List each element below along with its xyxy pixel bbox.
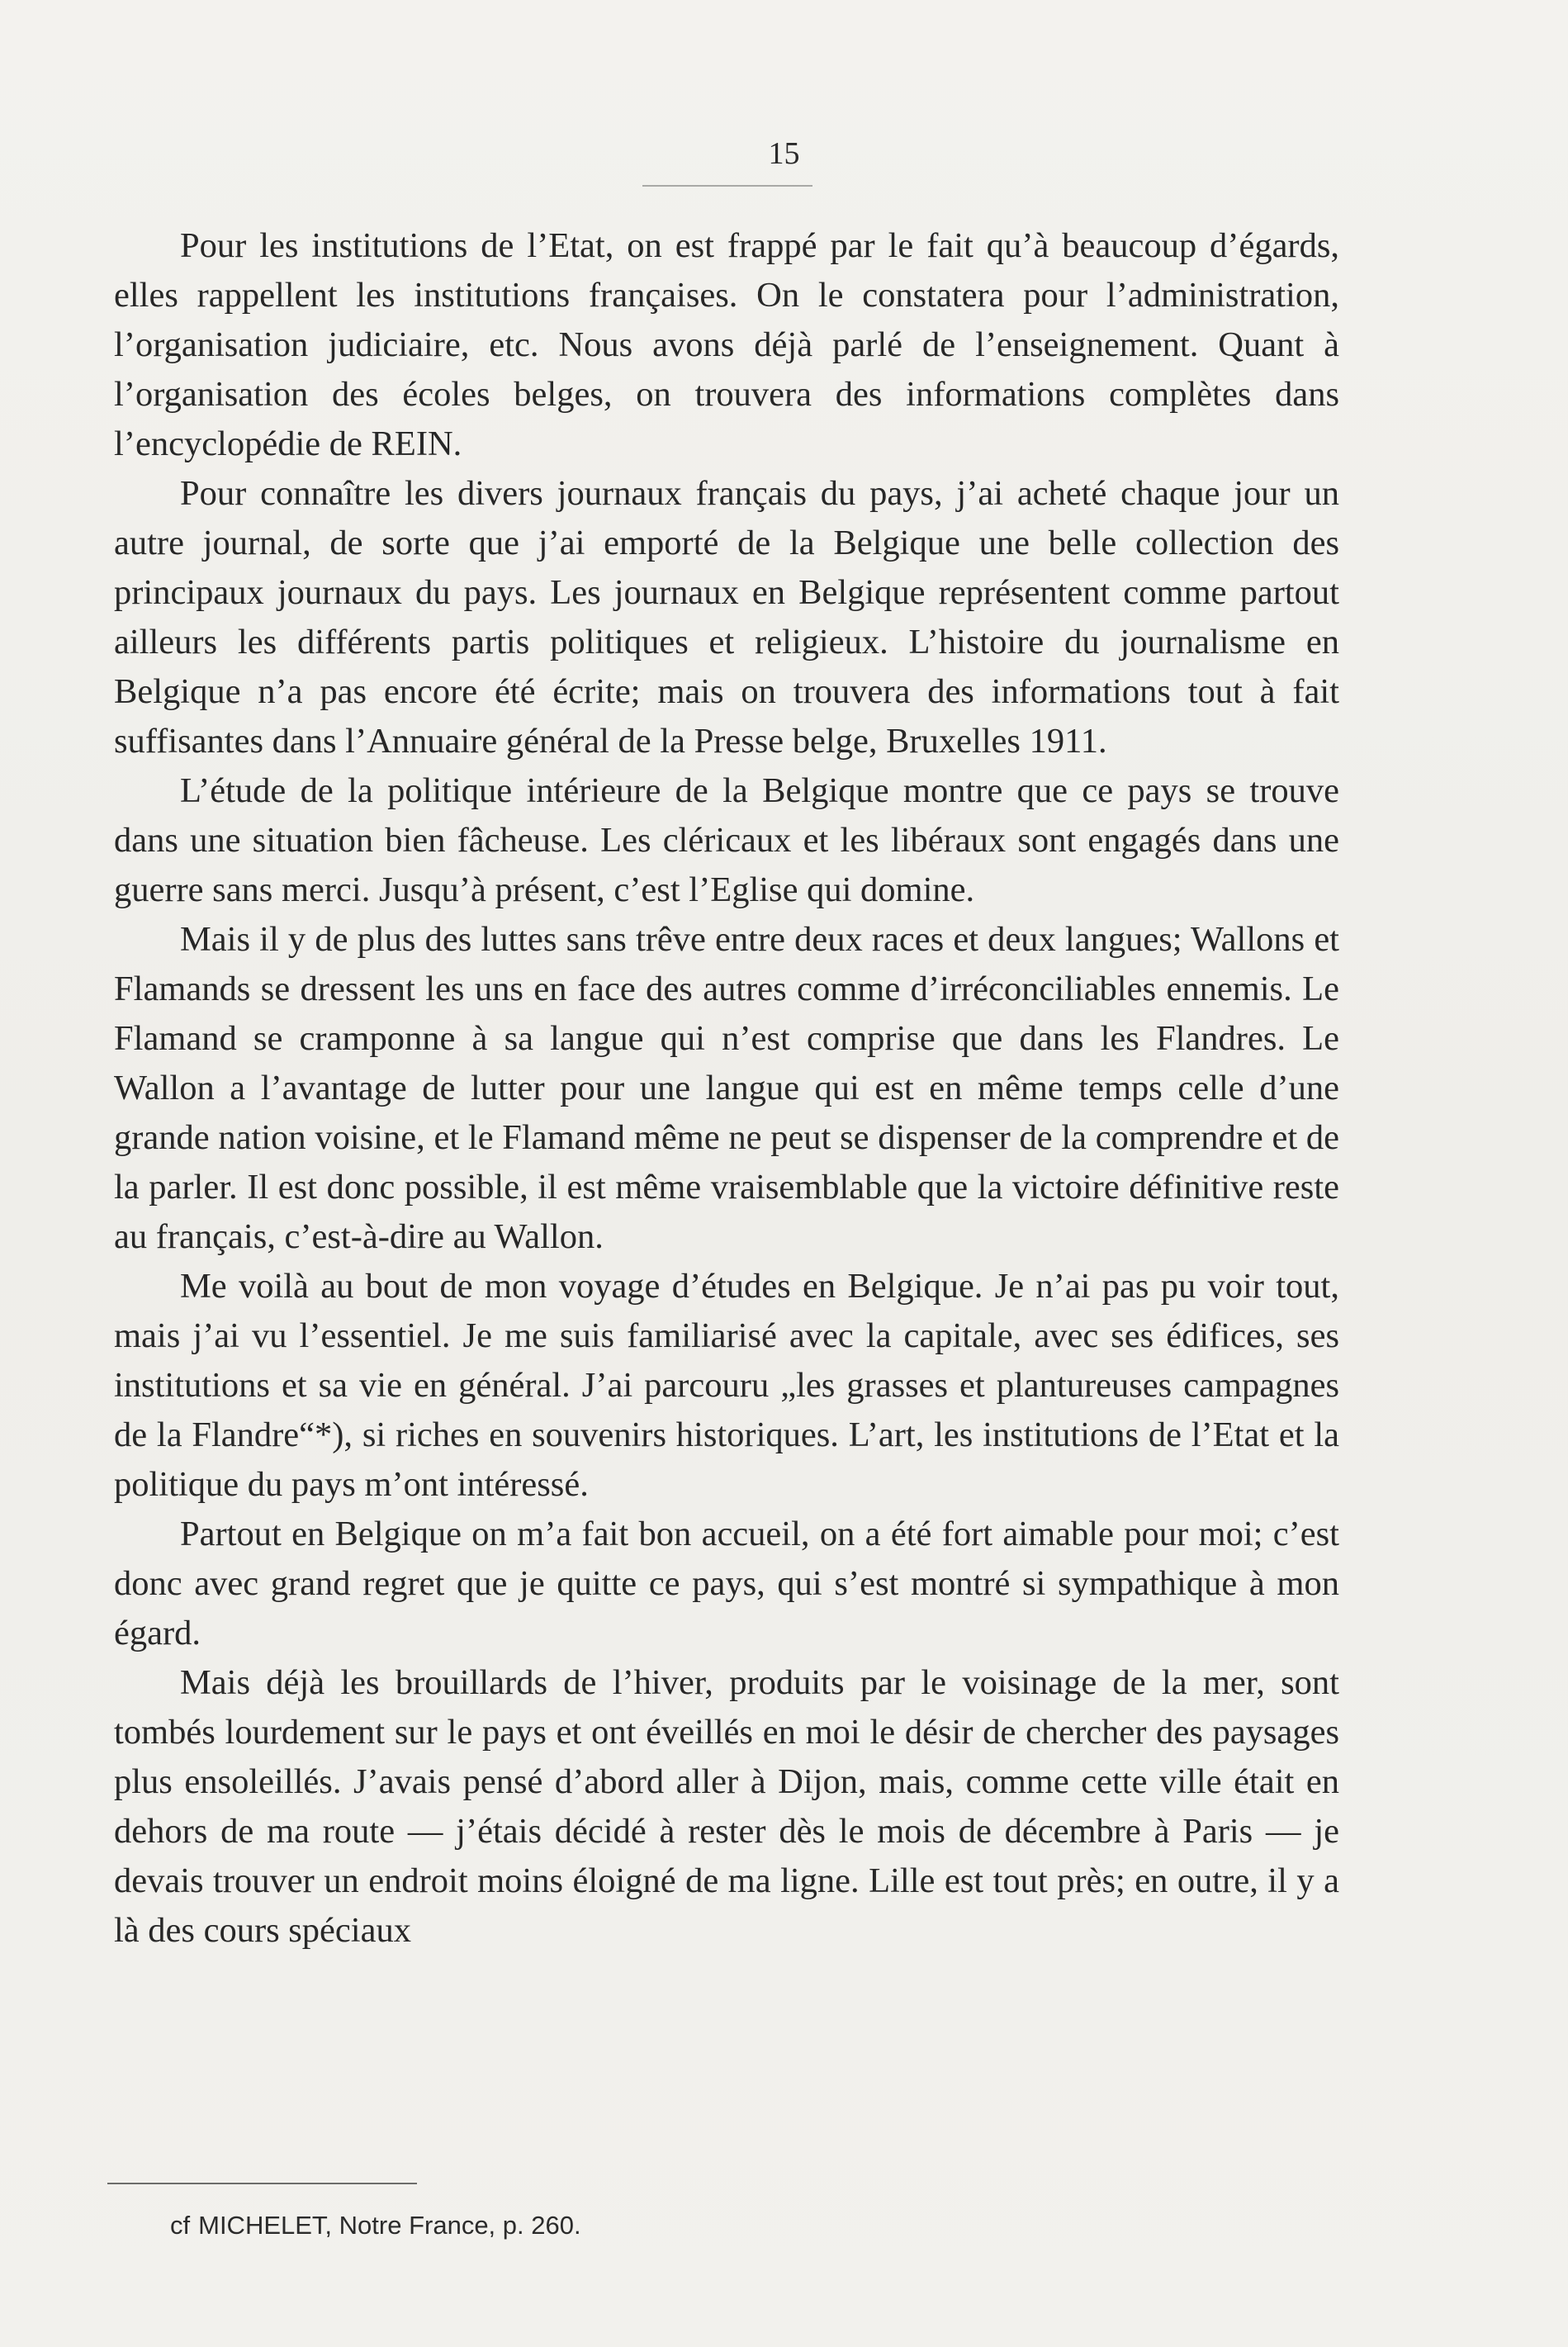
paragraph-politique: L’étude de la politique intérieure de la Belgique montre que ce pays se trouve dans une situation bien fâcheuse. Les cléricaux et les libéraux sont engagés dans une guerre sans merci. Jusqu’à présent, c’est l’Eglise qui domine. [114, 771, 1339, 909]
page-number: 15 [768, 136, 800, 171]
paragraph-hiver: Mais déjà les brouillards de l’hiver, produits par le voisinage de la mer, sont tombés lourdement sur le pays et ont éveillés en moi le désir de chercher des paysages plus ensoleillés. J’avais pensé d’abord aller à Dijon, mais, comme cette ville était en dehors de ma route — j’étais décidé à rester dès le mois de décembre à Paris — je devais trouver un endroit moins éloigné de ma ligne. Lille est tout près; en outre, il y a là des cours spéciaux [114, 1663, 1339, 1950]
paragraph-accueil: Partout en Belgique on m’a fait bon accueil, on a été fort aimable pour moi; c’est donc avec grand regret que je quitte ce pays, qui s’est montré si sympathique à mon égard. [114, 1515, 1339, 1652]
body-text [114, 221, 1339, 1956]
paragraph-langues: Mais il y de plus des luttes sans trêve entre deux races et deux langues; Wallons et Flamands se dressent les uns en face des autres comme d’irréconciliables ennemis. Le Flamand se cramponne à sa langue qui n’est comprise que dans les Flandres. Le Wallon a l’avantage de lutter pour une langue qui est en même temps celle d’une grande nation voisine, et le Flamand même ne peut se dispenser de la comprendre et de la parler. Il est donc possible, il est même vraisemblable que la victoire définitive reste au français, c’est-à-dire au Wallon. [114, 920, 1339, 1256]
paragraph-voyage: Me voilà au bout de mon voyage d’études en Belgique. Je n’ai pas pu voir tout, mais j’ai vu l’essentiel. Je me suis familiarisé avec la capitale, avec ses édifices, ses institutions et sa vie en général. J’ai parcouru „les grasses et plantureuses campagnes de la Flandre“*), si riches en souvenirs historiques. L’art, les institutions de l’Etat et la politique du pays m’ont intéressé. [114, 1267, 1339, 1504]
footnote-rule [107, 2183, 417, 2184]
paragraph-journaux: Pour connaître les divers journaux français du pays, j’ai acheté chaque jour un autre journal, de sorte que j’ai emporté de la Belgique une belle collection des principaux journaux du pays. Les journaux en Belgique représentent comme partout ailleurs les différents partis politiques et religieux. L’histoire du journalisme en Belgique n’a pas encore été écrite; mais on trouvera des informations tout à fait suffisantes dans l’Annuaire général de la Presse belge, Bruxelles 1911. [114, 474, 1339, 761]
footnote-marker: cf [170, 2211, 191, 2240]
footnote-text: MICHELET, Notre France, p. 260. [198, 2211, 581, 2240]
footnote [107, 2209, 1329, 2242]
paragraph-institutions: Pour les institutions de l’Etat, on est frappé par le fait qu’à beaucoup d’égards, elles rappellent les institutions françaises. On le constatera pour l’administration, l’organisation judiciaire, etc. Nous avons déjà parlé de l’enseignement. Quant à l’organisation des écoles belges, on trouvera des informations complètes dans l’encyclopédie de REIN. [114, 226, 1339, 463]
page-number-rule [642, 185, 812, 187]
